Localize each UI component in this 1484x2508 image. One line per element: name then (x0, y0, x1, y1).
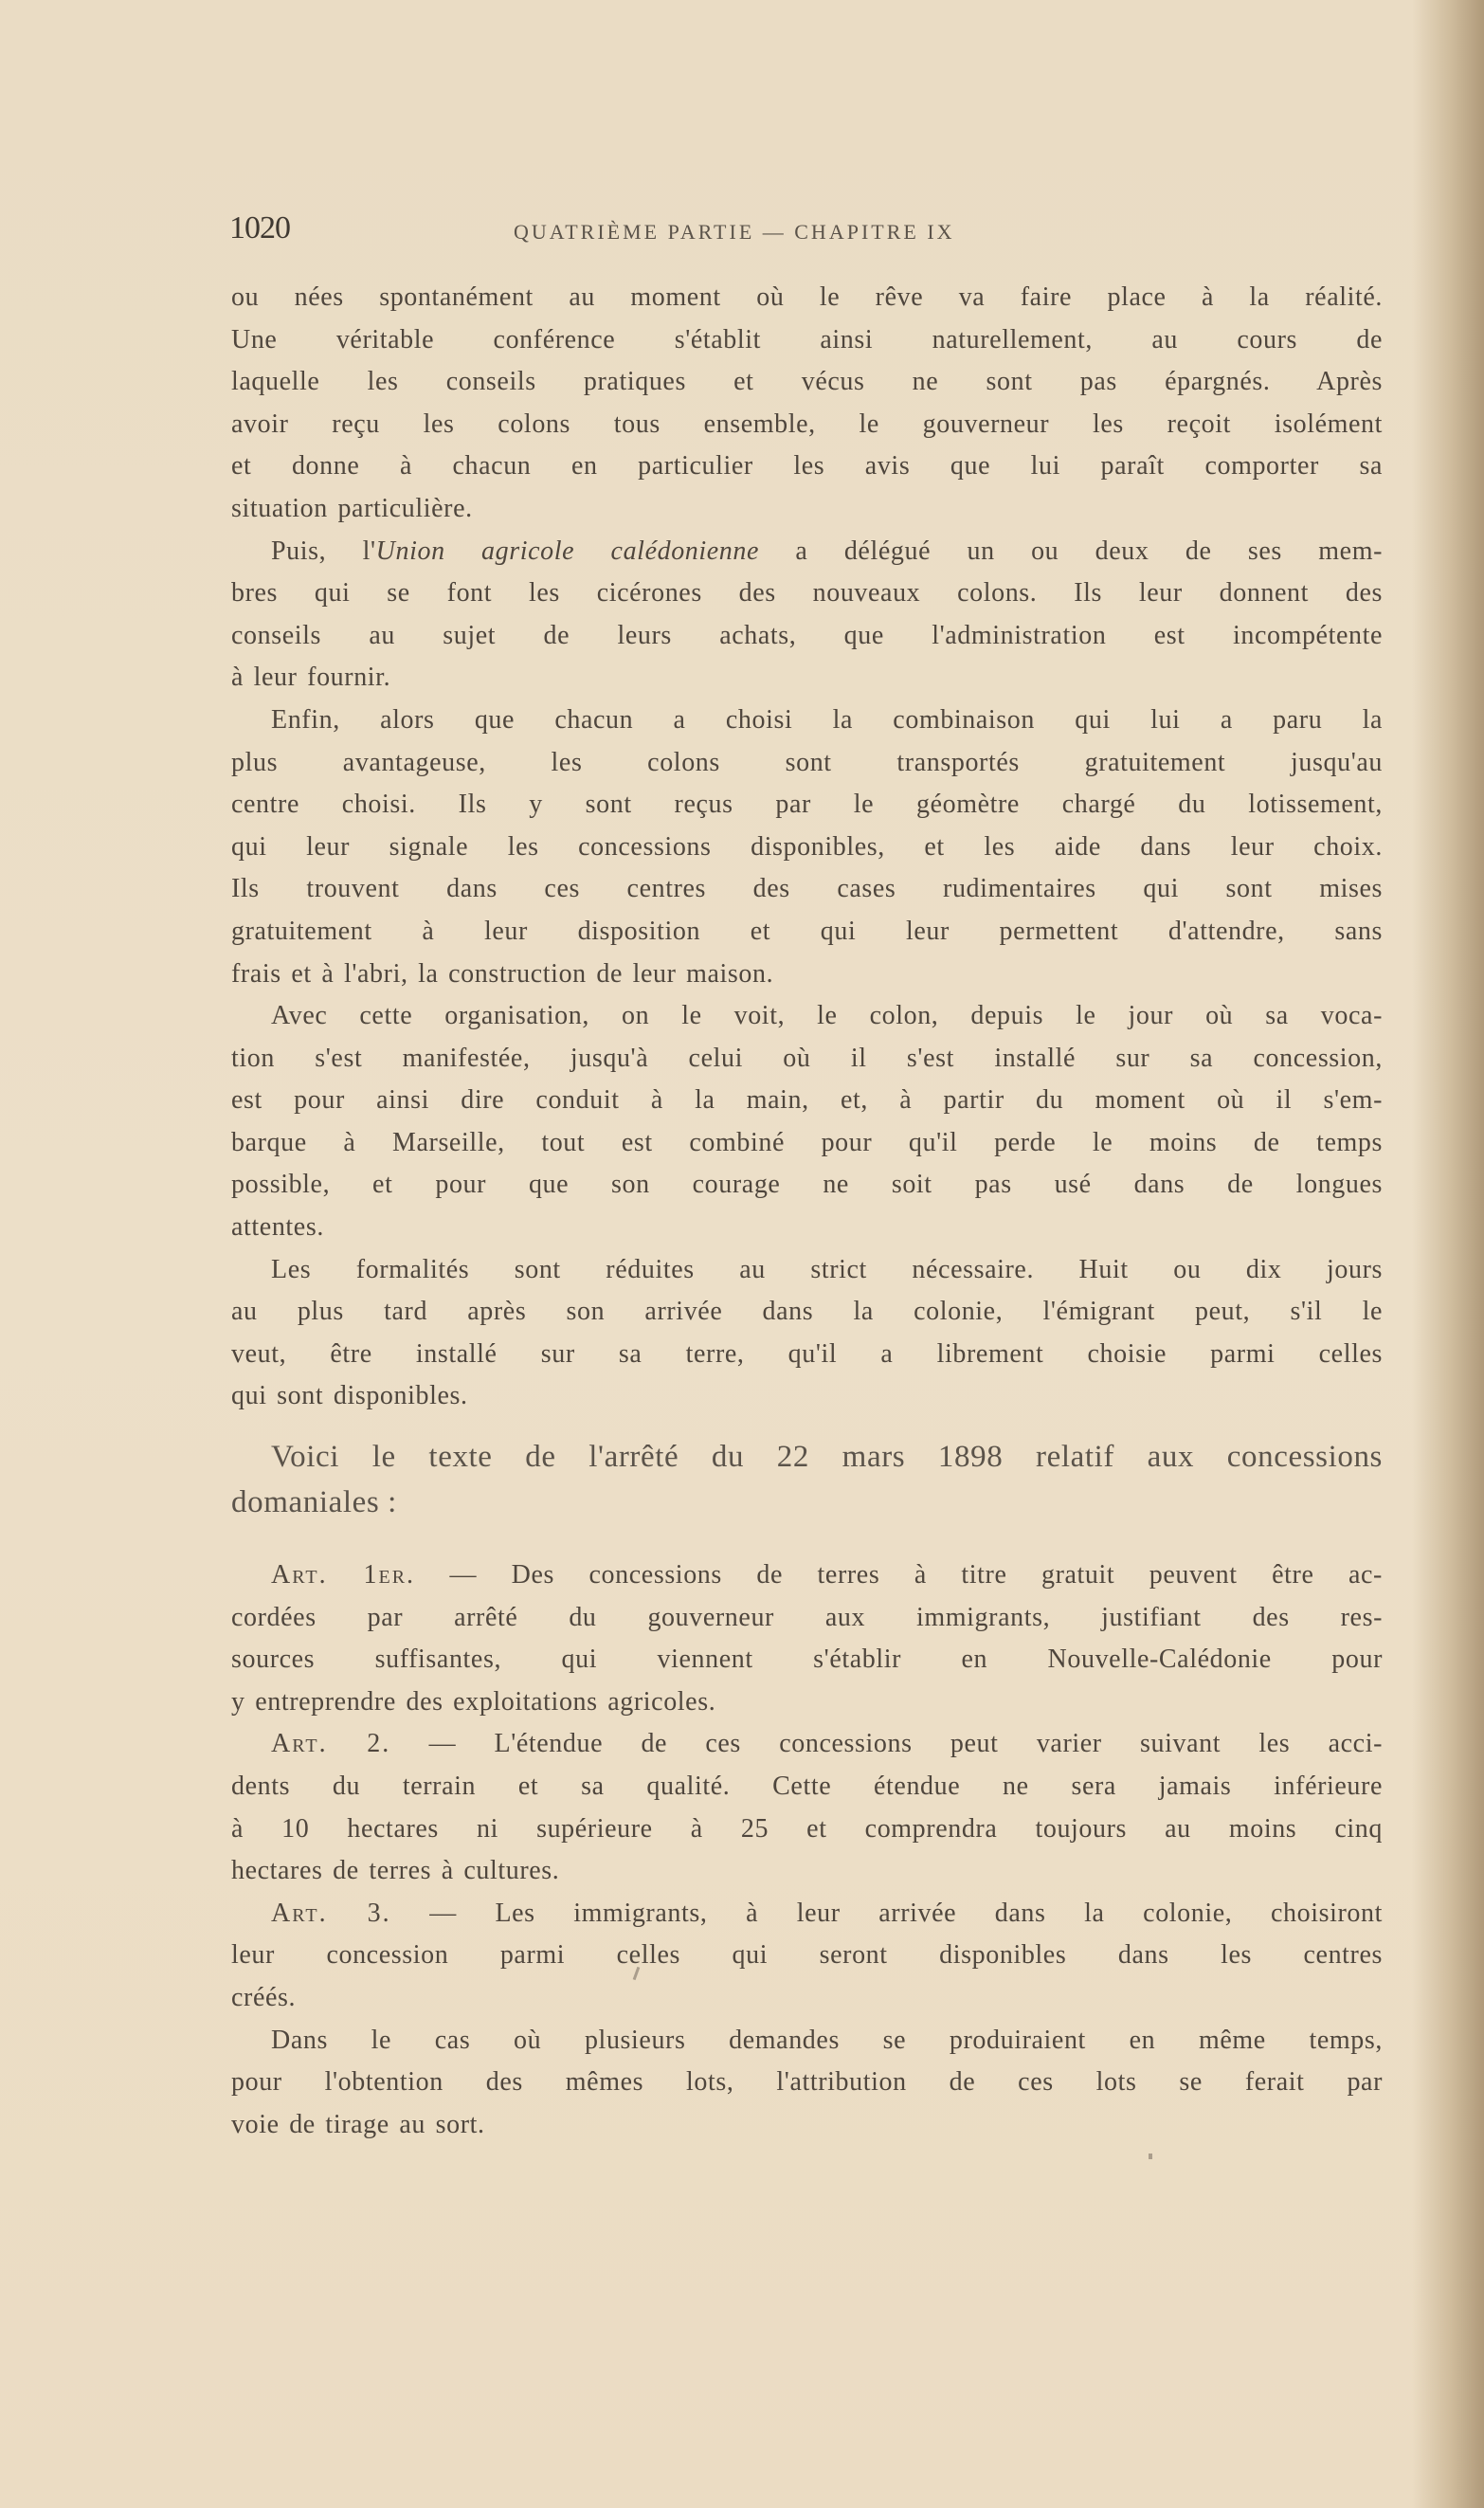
organization-name: Union agricole calédonienne (375, 536, 760, 566)
text-line: à 10 hectares ni supérieure à 25 et comprendra toujours au moins cinq (231, 1813, 1383, 1844)
text-line: barque à Marseille, tout est combiné pour qu'il perde le moins de temps (231, 1127, 1383, 1157)
decree-intro (231, 1434, 1383, 1525)
decree-articles (231, 1554, 1383, 2146)
article-label: Art. 2. (271, 1729, 391, 1759)
text-line: Dans le cas où plusieurs demandes se produiraient en même temps, (271, 2025, 1383, 2055)
text-line: tion s'est manifestée, jusqu'à celui où il s'est installé sur sa concession, (231, 1043, 1383, 1073)
text-span: — L'étendue de ces concessions peut varier suivant les acci- (390, 1729, 1384, 1759)
article-2-line (231, 1723, 1383, 1766)
text-line: veut, être installé sur sa terre, qu'il a librement choisie parmi celles (231, 1338, 1383, 1369)
text-line: sources suffisantes, qui viennent s'établir en Nouvelle-Calédonie pour (231, 1645, 1383, 1675)
article-label: Art. 1er. (271, 1560, 416, 1590)
text-span: — Des concessions de terres à titre gratuit peuvent être ac- (415, 1560, 1383, 1590)
article-label: Art. 3. (271, 1898, 391, 1928)
running-head (229, 210, 1385, 248)
paper-speck (1149, 2154, 1152, 2159)
text-line: à leur fournir. (231, 663, 391, 693)
text-line: Avec cette organisation, on le voit, le colon, depuis le jour où sa voca- (271, 1001, 1383, 1031)
text-line: plus avantageuse, les colons sont transportés gratuitement jusqu'au (231, 747, 1383, 777)
intro-line: domaniales : (231, 1485, 397, 1519)
text-line: est pour ainsi dire conduit à la main, et, à partir du moment où il s'em- (231, 1085, 1383, 1116)
text-line: et donne à chacun en particulier les avis que lui paraît comporter sa (231, 451, 1383, 482)
text-line: bres qui se font les cicérones des nouveaux colons. Ils leur donnent des (231, 578, 1383, 609)
text-line (231, 531, 1383, 573)
body-text (231, 277, 1383, 1418)
text-line: Une véritable conférence s'établit ainsi naturellement, au cours de (231, 324, 1383, 354)
text-span: — Les immigrants, à leur arrivée dans la colonie, choisiront (390, 1898, 1383, 1928)
text-span: Puis, l' (271, 536, 376, 566)
text-line: Enfin, alors que chacun a choisi la combinaison qui lui a paru la (271, 704, 1383, 735)
text-line: centre choisi. Ils y sont reçus par le géomètre chargé du lotissement, (231, 790, 1383, 820)
text-line: qui sont disponibles. (231, 1381, 468, 1411)
text-line: ou nées spontanément au moment où le rêve va faire place à la réalité. (231, 282, 1383, 312)
chapter-title: QUATRIÈME PARTIE — CHAPITRE IX (514, 220, 955, 244)
text-line: Les formalités sont réduites au strict nécessaire. Huit ou dix jours (271, 1254, 1383, 1284)
text-line: hectares de terres à cultures. (231, 1856, 560, 1886)
text-line: qui leur signale les concessions disponibles, et les aide dans leur choix. (231, 831, 1383, 862)
text-line: conseils au sujet de leurs achats, que l'administration est incompétente (231, 620, 1383, 650)
text-line: dents du terrain et sa qualité. Cette étendue ne sera jamais inférieure (231, 1771, 1383, 1801)
text-line: cordées par arrêté du gouverneur aux immigrants, justifiant des res- (231, 1602, 1383, 1632)
text-line: frais et à l'abri, la construction de leur maison. (231, 958, 774, 989)
text-line: gratuitement à leur disposition et qui leur permettent d'attendre, sans (231, 916, 1383, 946)
text-line: y entreprendre des exploitations agricoles. (231, 1686, 716, 1717)
text-line: Ils trouvent dans ces centres des cases rudimentaires qui sont mises (231, 874, 1383, 904)
text-line: leur concession parmi celles qui seront disponibles dans les centres (231, 1940, 1383, 1971)
text-line: pour l'obtention des mêmes lots, l'attribution de ces lots se ferait par (231, 2067, 1383, 2098)
text-line: avoir reçu les colons tous ensemble, le gouverneur les reçoit isolément (231, 409, 1383, 439)
text-line: possible, et pour que son courage ne soit pas usé dans de longues (231, 1170, 1383, 1200)
intro-line: Voici le texte de l'arrêté du 22 mars 1898 relatif aux concessions (271, 1440, 1383, 1474)
text-line: au plus tard après son arrivée dans la colonie, l'émigrant peut, s'il le (231, 1297, 1383, 1327)
article-3-line (231, 1893, 1383, 1936)
text-line: laquelle les conseils pratiques et vécus ne sont pas épargnés. Après (231, 367, 1383, 397)
text-line: créés. (231, 1982, 297, 2012)
text-line: attentes. (231, 1212, 324, 1243)
text-line: situation particulière. (231, 493, 473, 523)
article-1-line (231, 1554, 1383, 1597)
page-number: 1020 (229, 210, 290, 245)
text-line: voie de tirage au sort. (231, 2109, 485, 2139)
text-span: a délégué un ou deux de ses mem- (759, 536, 1384, 566)
